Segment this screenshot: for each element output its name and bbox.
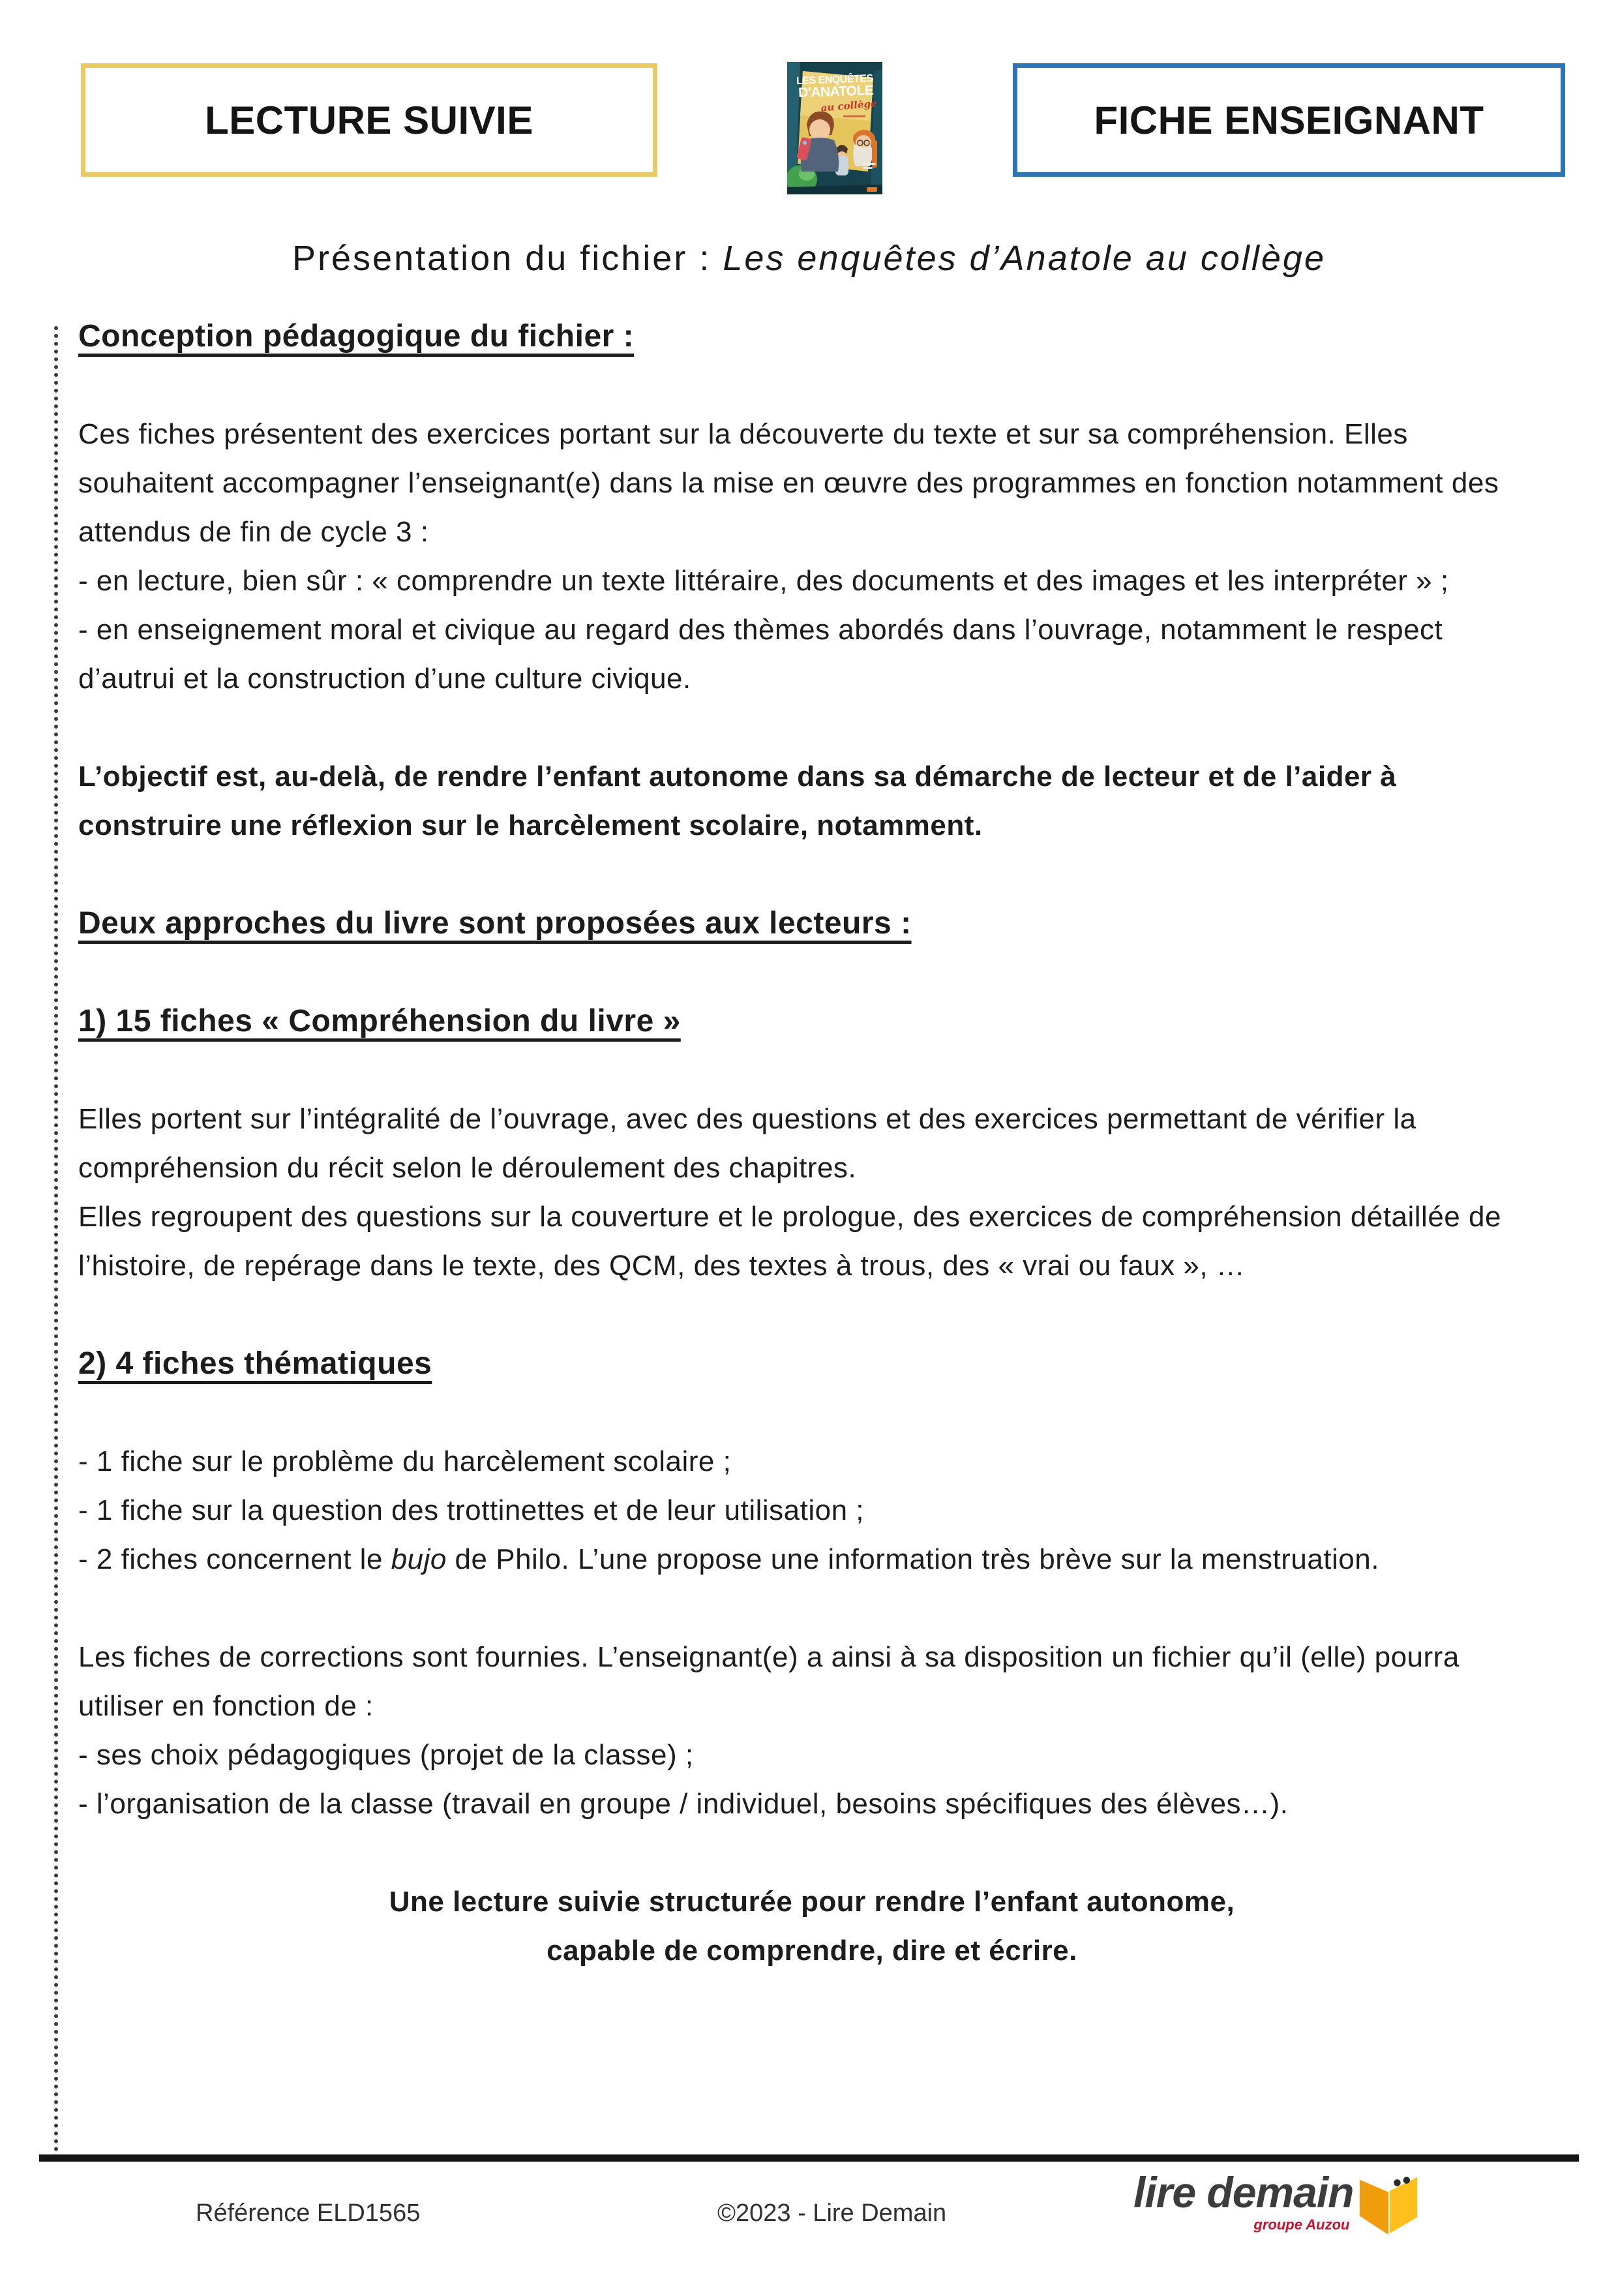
paragraph: - 2 fiches concernent le bujo de Philo. L’une propose une information très brève sur la menstruation. <box>78 1543 1379 1575</box>
fiche-enseignant-box <box>1013 63 1565 177</box>
paragraph: Elles portent sur l’intégralité de l’ouvrage, avec des questions et des exercices permettant de vérifier la compréhension du récit selon le déroulement des chapitres. <box>78 1103 1416 1184</box>
footer-reference: Référence ELD1565 <box>196 2199 421 2227</box>
section-heading: Conception pédagogique du fichier : <box>78 319 635 354</box>
paragraph: - ses choix pédagogiques (projet de la classe) ; <box>78 1739 694 1771</box>
paragraph: Elles regroupent des questions sur la couverture et le prologue, des exercices de compréhension détaillée de l’histoire, de repérage dans le texte, des QCM, des textes à trous, des « vrai ou faux », … <box>78 1201 1501 1282</box>
closing-statement-line: Une lecture suivie structurée pour rendre l’enfant autonome, <box>389 1886 1235 1918</box>
fiche-enseignant-label: FICHE ENSEIGNANT <box>1094 98 1484 142</box>
publisher-logo-text-group <box>1133 2169 1353 2233</box>
page-title-book-name: Les enquêtes d’Anatole au collège <box>723 239 1326 278</box>
publisher-logo-name: lire demain <box>1133 2168 1354 2216</box>
paragraph: - l’organisation de la classe (travail en groupe / individuel, besoins spécifiques des élèves…). <box>78 1788 1289 1820</box>
closing-statement <box>78 1877 1546 1975</box>
publisher-logo <box>1133 2169 1420 2237</box>
page-title-prefix: Présentation du fichier : <box>292 239 723 278</box>
closing-statement-line: capable de comprendre, dire et écrire. <box>547 1935 1077 1967</box>
footer-copyright: ©2023 - Lire Demain <box>717 2199 947 2227</box>
publisher-logo-group-name: groupe Auzou <box>1253 2216 1350 2233</box>
left-dotted-border <box>54 326 58 2152</box>
section-heading: 2) 4 fiches thématiques <box>78 1346 432 1381</box>
section-heading: Deux approches du livre sont proposées aux lecteurs : <box>78 906 912 941</box>
paragraph: L’objectif est, au-delà, de rendre l’enfant autonome dans sa démarche de lecteur et de l’aider à construire une réflexion sur le harcèlement scolaire, notamment. <box>78 761 1397 841</box>
cover-subtitle: au collège <box>820 97 878 114</box>
footer-rule <box>39 2154 1579 2162</box>
body-blocks <box>78 312 1546 1975</box>
paragraph: Les fiches de corrections sont fournies. L’enseignant(e) a ainsi à sa disposition un fichier qu’il (elle) pourra utiliser en fonction de : <box>78 1641 1460 1722</box>
open-book-icon <box>1357 2172 1420 2237</box>
book-cover-image <box>787 62 882 194</box>
paragraph: - en lecture, bien sûr : « comprendre un texte littéraire, des documents et des images et les interpréter » ; <box>78 565 1449 597</box>
lecture-suivie-box <box>81 63 657 177</box>
cover-title-line1: LES ENQUÊTES <box>796 72 873 87</box>
section-heading: 1) 15 fiches « Compréhension du livre » <box>78 1004 681 1038</box>
paragraph: - 1 fiche sur le problème du harcèlement scolaire ; <box>78 1445 732 1477</box>
paragraph: - en enseignement moral et civique au regard des thèmes abordés dans l’ouvrage, notamment le respect d’autrui et la construction d’une culture civique. <box>78 614 1443 695</box>
book-cover-illustration <box>787 62 882 194</box>
lecture-suivie-label: LECTURE SUIVIE <box>205 98 533 142</box>
paragraph: Ces fiches présentent des exercices portant sur la découverte du texte et sur sa compréhension. Elles souhaitent accompagner l’enseignant(e) dans la mise en œuvre des programmes en fonction notamment des attendus de fin de cycle 3 : <box>78 418 1499 548</box>
page-title <box>0 238 1618 279</box>
cover-title-line2: D'ANATOLE <box>798 83 874 101</box>
paragraph: - 1 fiche sur la question des trottinettes et de leur utilisation ; <box>78 1494 865 1526</box>
